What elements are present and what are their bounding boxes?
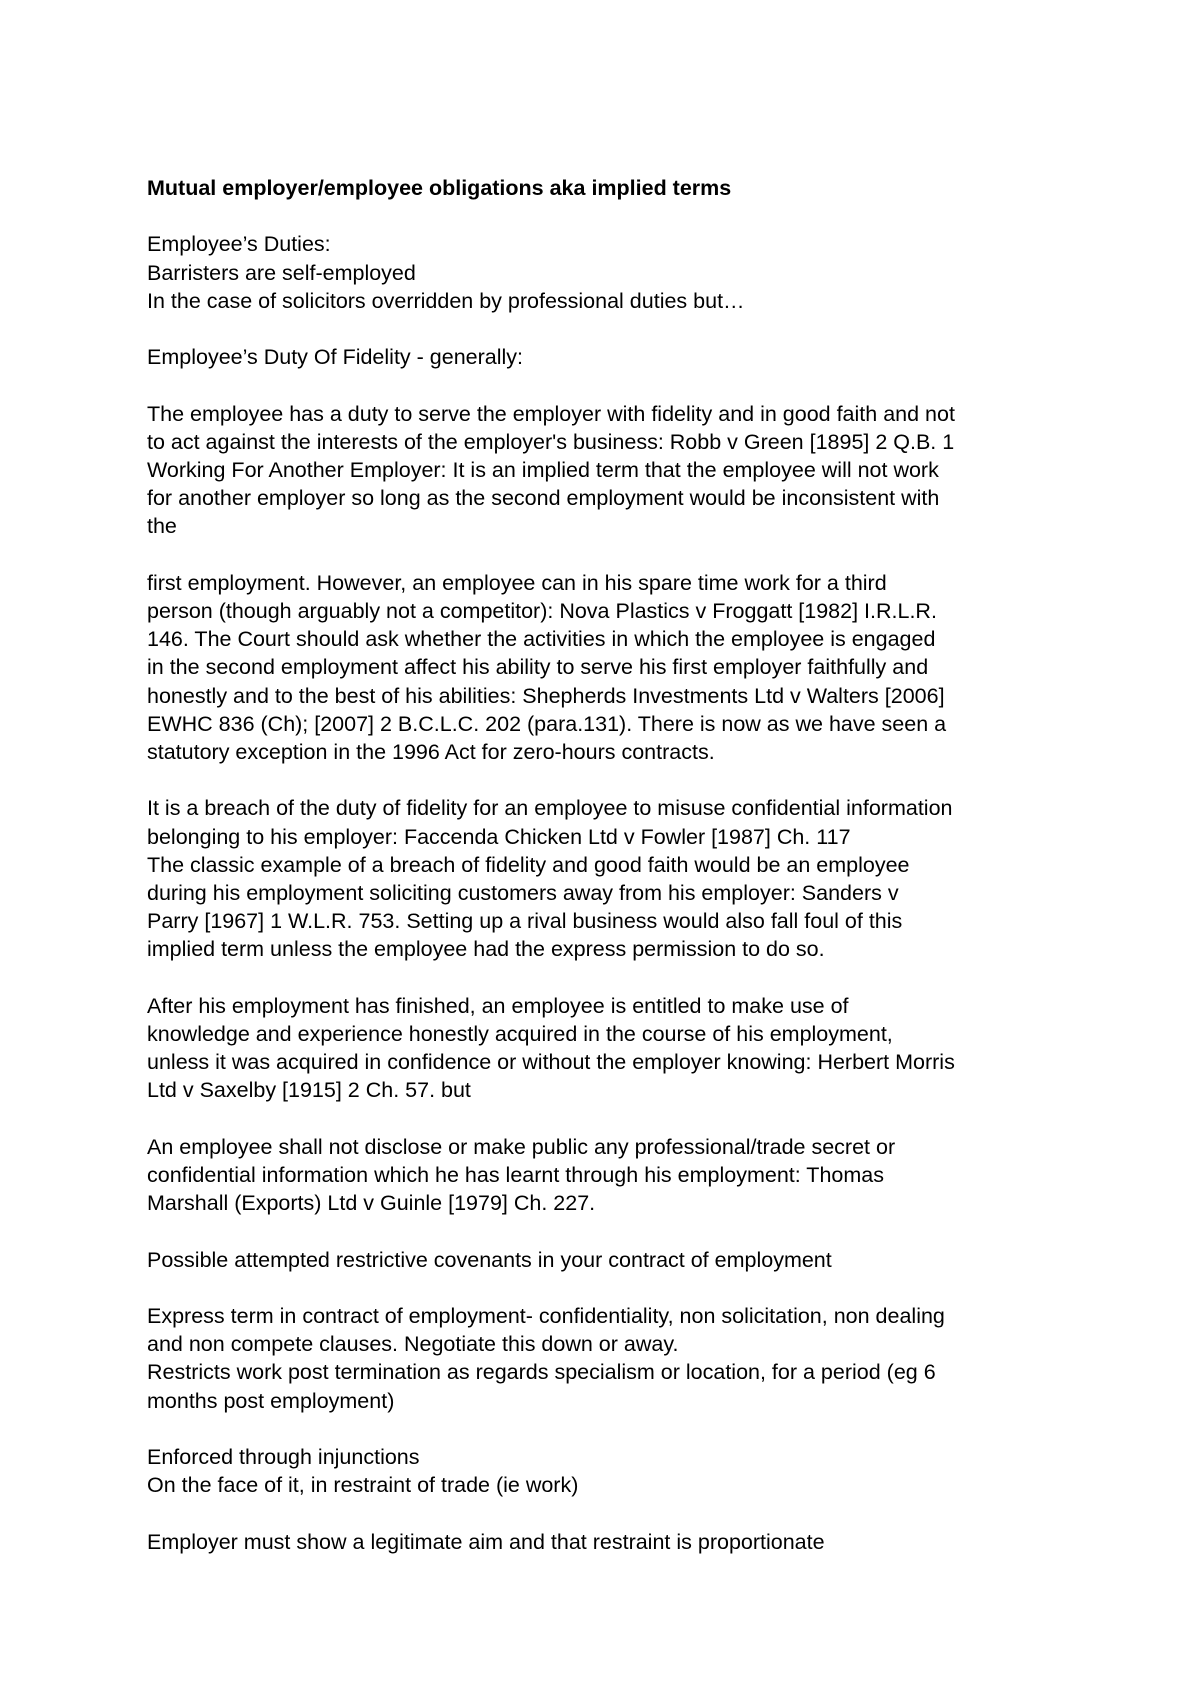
paragraph-confidential-information <box>147 794 1077 963</box>
text-line: in the second employment affect his ability to serve his first employer faithfully and <box>147 655 929 680</box>
text-line: confidential information which he has learnt through his employment: Thomas <box>147 1163 884 1187</box>
text-line: knowledge and experience honestly acquired in the course of his employment, <box>147 1022 893 1046</box>
text-line: After his employment has finished, an employee is entitled to make use of <box>147 993 849 1018</box>
text-line: EWHC 836 (Ch); [2007] 2 B.C.L.C. 202 (para.131). There is now as we have seen a <box>147 711 947 736</box>
paragraph-duty-of-fidelity-heading <box>147 343 1077 371</box>
text-line: belonging to his employer: Faccenda Chicken Ltd v Fowler [1987] Ch. 117 <box>147 824 851 849</box>
text-line: statutory exception in the 1996 Act for zero-hours contracts. <box>147 740 715 764</box>
text-line: Employee’s Duty Of Fidelity - generally: <box>147 345 523 370</box>
text-line: Employee’s Duties: <box>147 232 331 257</box>
paragraph-legitimate-aim <box>147 1528 1077 1556</box>
text-line: first employment. However, an employee can in his spare time work for a third <box>147 570 887 595</box>
text-line: The employee has a duty to serve the employer with fidelity and in good faith and not <box>147 401 955 426</box>
text-line: 146. The Court should ask whether the activities in which the employee is engaged <box>147 627 936 652</box>
text-line: implied term unless the employee had the express permission to do so. <box>147 937 825 962</box>
paragraph-first-employment <box>147 569 1077 766</box>
paragraph-injunctions <box>147 1443 1077 1499</box>
text-line: The classic example of a breach of fidelity and good faith would be an employee <box>147 852 910 877</box>
text-line: Express term in contract of employment- confidentiality, non solicitation, non dealing <box>147 1303 945 1328</box>
text-line: and non compete clauses. Negotiate this down or away. <box>147 1332 679 1357</box>
text-line: Barristers are self-employed <box>147 260 416 285</box>
paragraph-after-employment <box>147 992 1077 1105</box>
paragraph-serve-with-fidelity <box>147 400 1077 541</box>
text-line: for another employer so long as the second employment would be inconsistent with <box>147 486 940 511</box>
text-line: Restricts work post termination as regards specialism or location, for a period (eg 6 <box>147 1360 936 1385</box>
text-line: Parry [1967] 1 W.L.R. 753. Setting up a rival business would also fall foul of this <box>147 909 903 934</box>
text-line: Employer must show a legitimate aim and that restraint is proportionate <box>147 1529 825 1554</box>
paragraph-employee-duties <box>147 230 1077 315</box>
text-line: unless it was acquired in confidence or without the employer knowing: Herbert Morris <box>147 1050 955 1075</box>
text-line: Working For Another Employer: It is an implied term that the employee will not work <box>147 457 939 482</box>
text-line: Ltd v Saxelby [1915] 2 Ch. 57. but <box>147 1078 471 1103</box>
paragraph-trade-secret <box>147 1133 1077 1218</box>
paragraph-express-term <box>147 1302 1077 1415</box>
paragraph-restrictive-covenants <box>147 1246 1077 1274</box>
text-line: honestly and to the best of his abilities: Shepherds Investments Ltd v Walters [2006] <box>147 683 945 708</box>
text-line: to act against the interests of the employer's business: Robb v Green [1895] 2 Q.B. 1 <box>147 429 955 454</box>
text-line: the <box>147 514 177 539</box>
text-line: In the case of solicitors overridden by professional duties but… <box>147 288 745 313</box>
document-content <box>147 174 1077 1556</box>
text-line: Possible attempted restrictive covenants in your contract of employment <box>147 1247 832 1272</box>
document-title: Mutual employer/employee obligations aka implied terms <box>147 176 732 200</box>
text-line: person (though arguably not a competitor): Nova Plastics v Froggatt [1982] I.R.L.R. <box>147 598 937 623</box>
text-line: On the face of it, in restraint of trade (ie work) <box>147 1473 579 1498</box>
text-line: An employee shall not disclose or make public any professional/trade secret or <box>147 1134 896 1159</box>
text-line: months post employment) <box>147 1388 395 1413</box>
text-line: Marshall (Exports) Ltd v Guinle [1979] Ch. 227. <box>147 1191 596 1216</box>
text-line: It is a breach of the duty of fidelity for an employee to misuse confidential information <box>147 796 953 821</box>
text-line: Enforced through injunctions <box>147 1444 420 1469</box>
text-line: during his employment soliciting customers away from his employer: Sanders v <box>147 881 899 905</box>
